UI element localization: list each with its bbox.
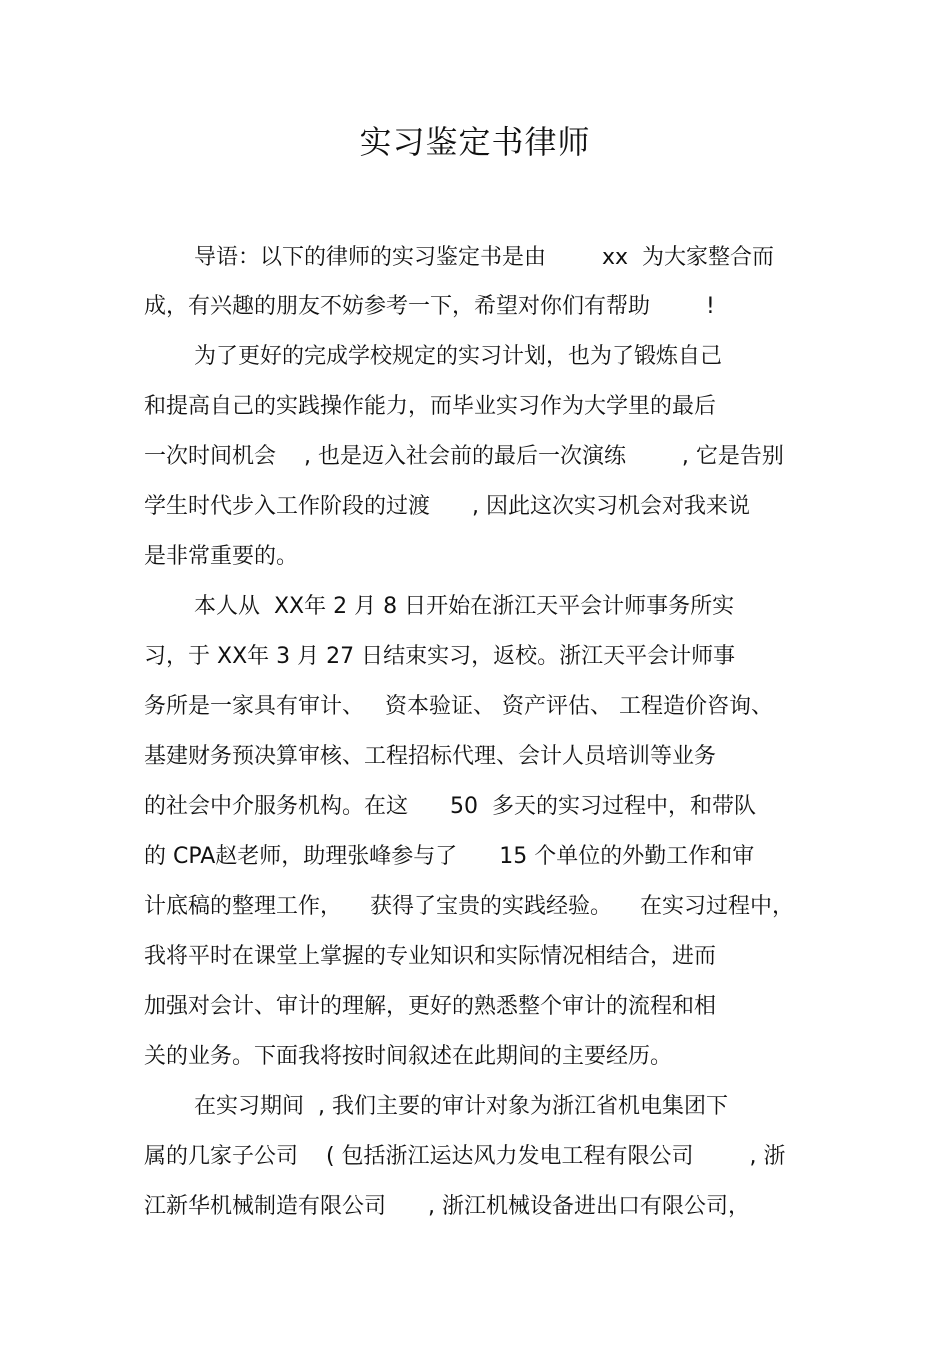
text-line: 在实习期间 , 我们主要的审计对象为浙江省机电集团下 [194, 1094, 728, 1119]
text-line: 基建财务预决算审核、工程招标代理、会计人员培训等业务 [144, 744, 717, 769]
text-line: 的 CPA赵老师，助理张峰参与了 15 个单位的外勤工作和审 [144, 844, 755, 869]
document-title: 实习鉴定书律师 [359, 123, 591, 161]
text-line: 本人从 XX年 2 月 8 日开始在浙江天平会计师事务所实 [194, 594, 735, 619]
text-line: 我将平时在课堂上掌握的专业知识和实际情况相结合，进而 [144, 944, 717, 969]
text-line: 导语：以下的律师的实习鉴定书是由 xx 为大家整合而 [194, 245, 774, 270]
text-line: 和提高自己的实践操作能力，而毕业实习作为大学里的最后 [144, 394, 717, 419]
text-line: 江新华机械制造有限公司 , 浙江机械设备进出口有限公司， [144, 1194, 750, 1219]
text-line: 学生时代步入工作阶段的过渡 , 因此这次实习机会对我来说 [144, 494, 750, 519]
text-line: 习，于 XX年 3 月 27 日结束实习，返校。浙江天平会计师事 [144, 644, 736, 669]
text-line: 一次时间机会 , 也是迈入社会前的最后一次演练 , 它是告别 [144, 444, 784, 469]
text-line: 计底稿的整理工作， 获得了宝贵的实践经验。 在实习过程中， [144, 894, 794, 919]
text-line: 加强对会计、审计的理解，更好的熟悉整个审计的流程和相 [144, 994, 717, 1019]
text-line: 务所是一家具有审计、 资本验证、 资产评估、 工程造价咨询、 [144, 694, 773, 719]
text-line: 关的业务。下面我将按时间叙述在此期间的主要经历。 [144, 1044, 673, 1069]
text-line: 是非常重要的。 [144, 544, 299, 569]
text-line: 的社会中介服务机构。在这 50 多天的实习过程中，和带队 [144, 794, 756, 819]
text-line: 属的几家子公司 ( 包括浙江运达风力发电工程有限公司 , 浙 [144, 1144, 786, 1169]
text-line: 成，有兴趣的朋友不妨参考一下，希望对你们有帮助 ! [144, 294, 715, 319]
text-line: 为了更好的完成学校规定的实习计划，也为了锻炼自己 [194, 344, 723, 369]
